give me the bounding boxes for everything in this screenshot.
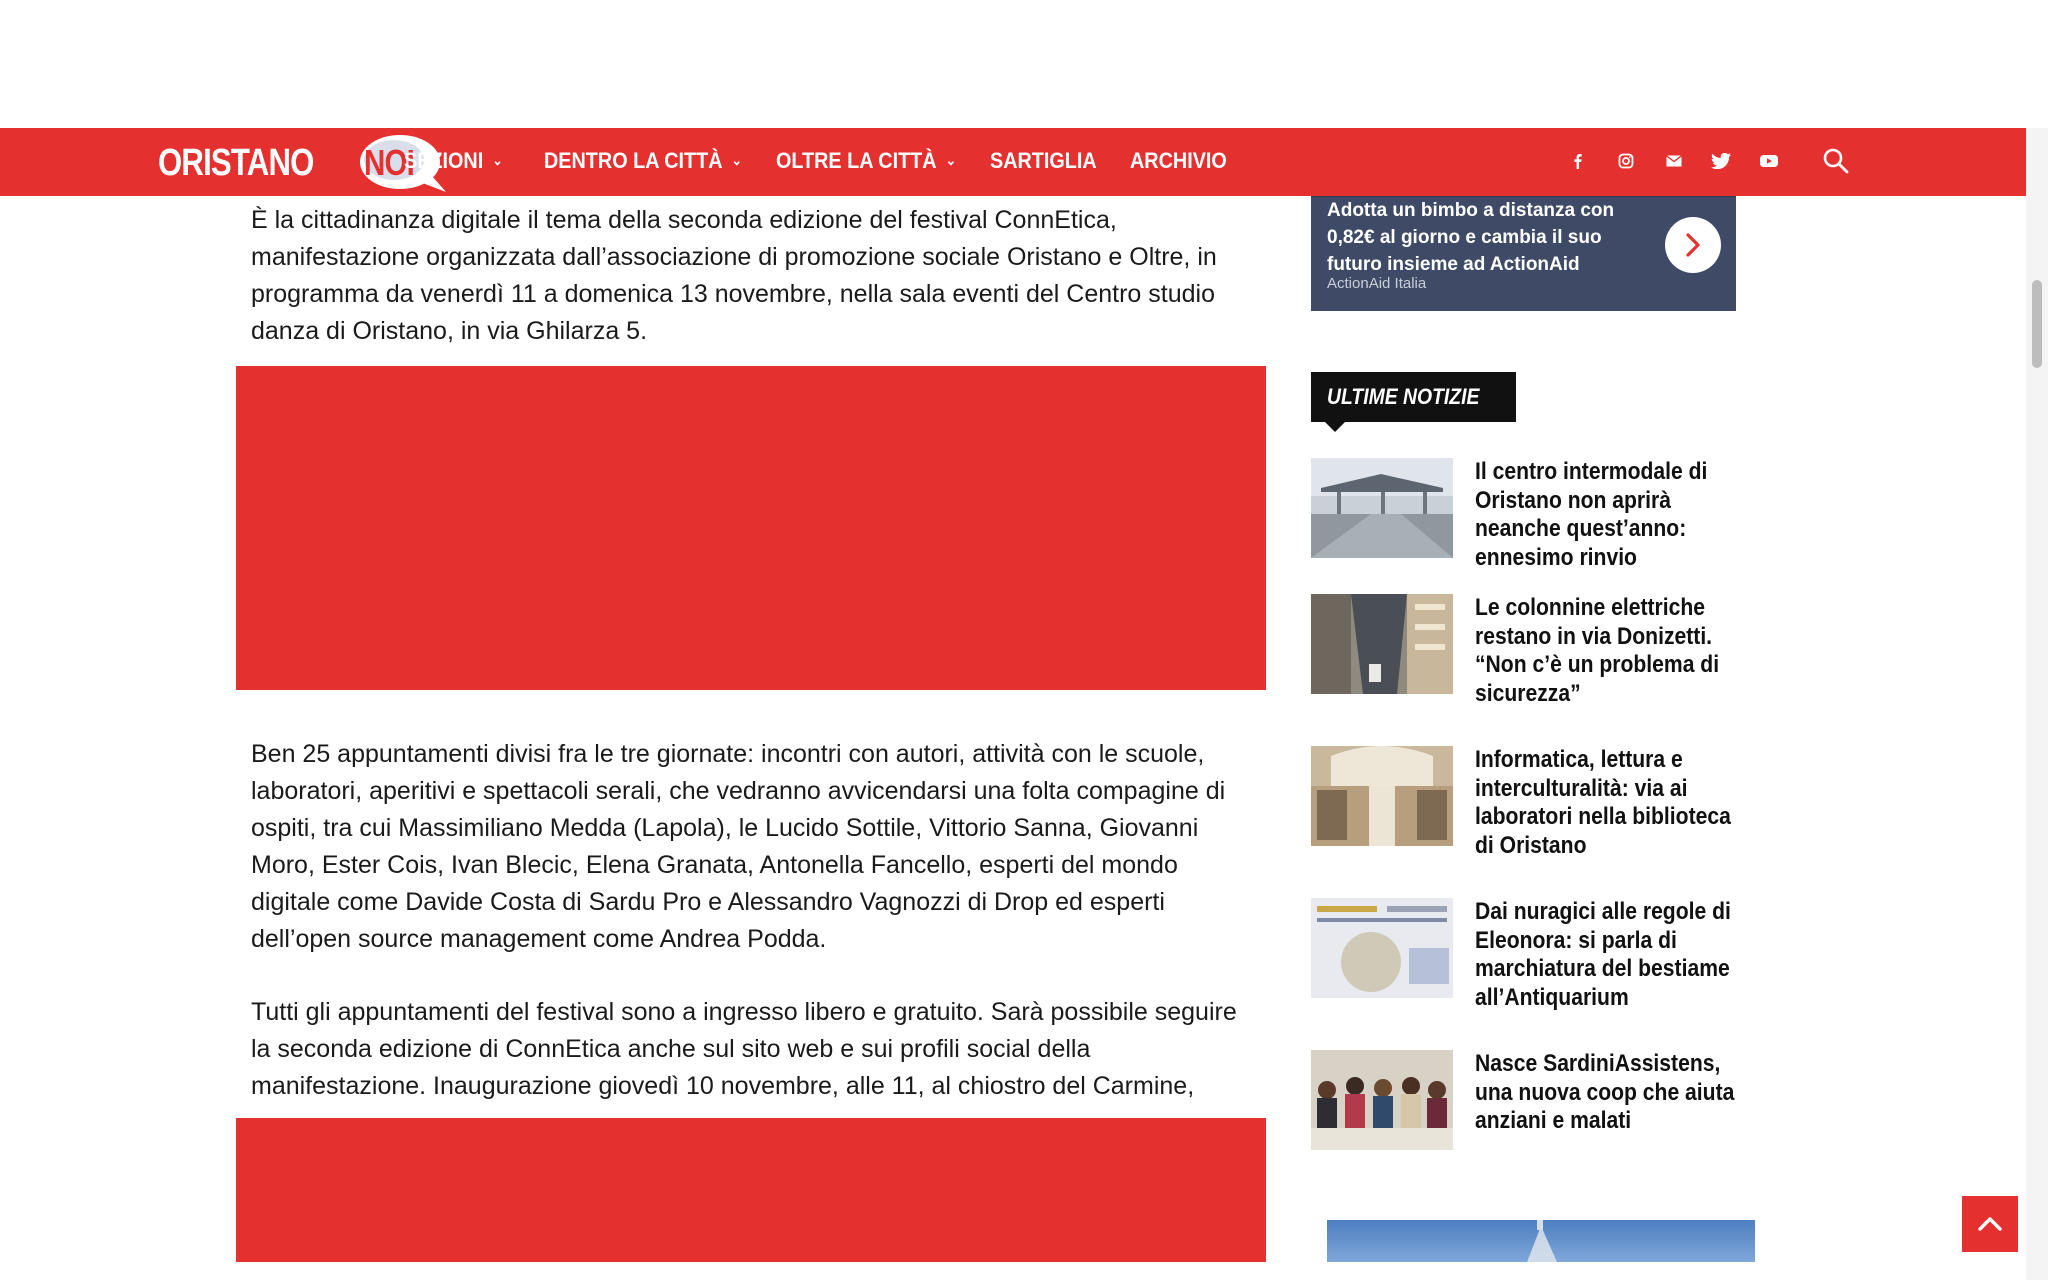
nav-item-label: OLTRE LA CITTÀ xyxy=(776,148,937,173)
news-thumbnail[interactable] xyxy=(1311,746,1453,846)
news-title[interactable]: Le colonnine elettriche restano in via Donizetti. “Non c’è un problema di sicurezza” xyxy=(1475,594,1720,707)
article-paragraph: È la cittadinanza digitale il tema della seconda edizione del festival ConnEtica, manifestazione organizzata dall’associazione di promozione sociale Oristano e Oltre, in programma da venerdì 11 a domenica 13 novembre, nella sala eventi del Centro studio danza di Oristano, in via Ghilarza 5. xyxy=(251,206,1217,345)
nav-item-dentro-la-citta[interactable] xyxy=(544,146,742,176)
section-heading-label: ULTIME NOTIZIE xyxy=(1327,384,1480,409)
nav-item-sezioni[interactable] xyxy=(404,146,503,176)
news-title[interactable]: Nasce SardiniAssistens, una nuova coop che aiuta anziani e malati xyxy=(1475,1050,1735,1134)
chevron-down-icon: ⌄ xyxy=(731,151,743,168)
sponsored-card[interactable] xyxy=(1311,196,1736,311)
news-thumbnail[interactable] xyxy=(1311,1050,1453,1150)
chevron-down-icon: ⌄ xyxy=(492,151,503,168)
top-ad-strip xyxy=(0,0,2048,128)
nav-item-label: SARTIGLIA xyxy=(990,148,1097,173)
site-logo[interactable] xyxy=(158,132,415,194)
nav-item-label: DENTRO LA CITTÀ xyxy=(544,148,723,173)
facebook-icon[interactable] xyxy=(1563,146,1593,176)
search-icon[interactable] xyxy=(1818,146,1854,176)
news-thumbnail[interactable] xyxy=(1311,458,1453,558)
page-scrollbar[interactable] xyxy=(2026,128,2048,1280)
ad-banner[interactable] xyxy=(236,1118,1266,1262)
section-heading xyxy=(1311,372,1516,422)
sidebar-image[interactable] xyxy=(1327,1220,1755,1262)
scrollbar-thumb[interactable] xyxy=(2032,280,2042,368)
logo-text-noi: NOI xyxy=(364,142,415,183)
nav-item-label: ARCHIVIO xyxy=(1130,148,1227,173)
nav-item-label: SEZIONI xyxy=(404,148,484,173)
news-title[interactable]: Dai nuragici alle regole di Eleonora: si parla di marchiatura del bestiame all’Antiquarium xyxy=(1475,898,1731,1011)
article-paragraph: Ben 25 appuntamenti divisi fra le tre giornate: incontri con autori, attività con le scuole, laboratori, aperitivi e spettacoli serali, che vedranno avvicendarsi una folta compagine di ospiti, tra cui Massimiliano Medda (Lapola), le Lucido Sottile, Vittorio Sanna, Giovanni Moro, Ester Cois, Ivan Blecic, Elena Granata, Antonella Fancello, esperti del mondo digitale come Davide Costa di Sardu Pro e Alessandro Vagnozzi di Drop ed esperti dell’open source management come Andrea Podda. xyxy=(251,740,1226,953)
article-paragraph: Tutti gli appuntamenti del festival sono a ingresso libero e gratuito. Sarà possibile seguire la seconda edizione di ConnEtica anche sul sito web e sui profili social della manifestazione. Inaugurazione giovedì 10 novembre, alle 11, al chiostro del Carmine, xyxy=(251,998,1237,1100)
instagram-icon[interactable] xyxy=(1611,146,1641,176)
news-title[interactable]: Il centro intermodale di Oristano non aprirà neanche quest’anno: ennesimo rinvio xyxy=(1475,458,1708,571)
ad-banner[interactable] xyxy=(236,366,1266,690)
sponsor-brand: ActionAid Italia xyxy=(1327,275,1427,292)
chevron-right-icon[interactable] xyxy=(1665,217,1721,273)
logo-text-oristano: ORISTANO xyxy=(158,141,314,184)
scroll-to-top-button[interactable] xyxy=(1962,1196,2018,1252)
nav-item-archivio[interactable] xyxy=(1130,146,1227,176)
twitter-icon[interactable] xyxy=(1706,146,1736,176)
news-thumbnail[interactable] xyxy=(1311,898,1453,998)
heading-pointer xyxy=(1325,422,1345,432)
youtube-icon[interactable] xyxy=(1754,146,1784,176)
news-thumbnail[interactable] xyxy=(1311,594,1453,694)
mail-icon[interactable] xyxy=(1659,146,1689,176)
news-title[interactable]: Informatica, lettura e interculturalità: via ai laboratori nella biblioteca di Oristano xyxy=(1475,746,1731,859)
nav-item-sartiglia[interactable] xyxy=(990,146,1097,176)
chevron-down-icon: ⌄ xyxy=(945,151,957,168)
sponsor-text: Adotta un bimbo a distanza con 0,82€ al giorno e cambia il suo futuro insieme ad ActionAid xyxy=(1327,200,1615,275)
nav-item-oltre-la-citta[interactable] xyxy=(776,146,956,176)
